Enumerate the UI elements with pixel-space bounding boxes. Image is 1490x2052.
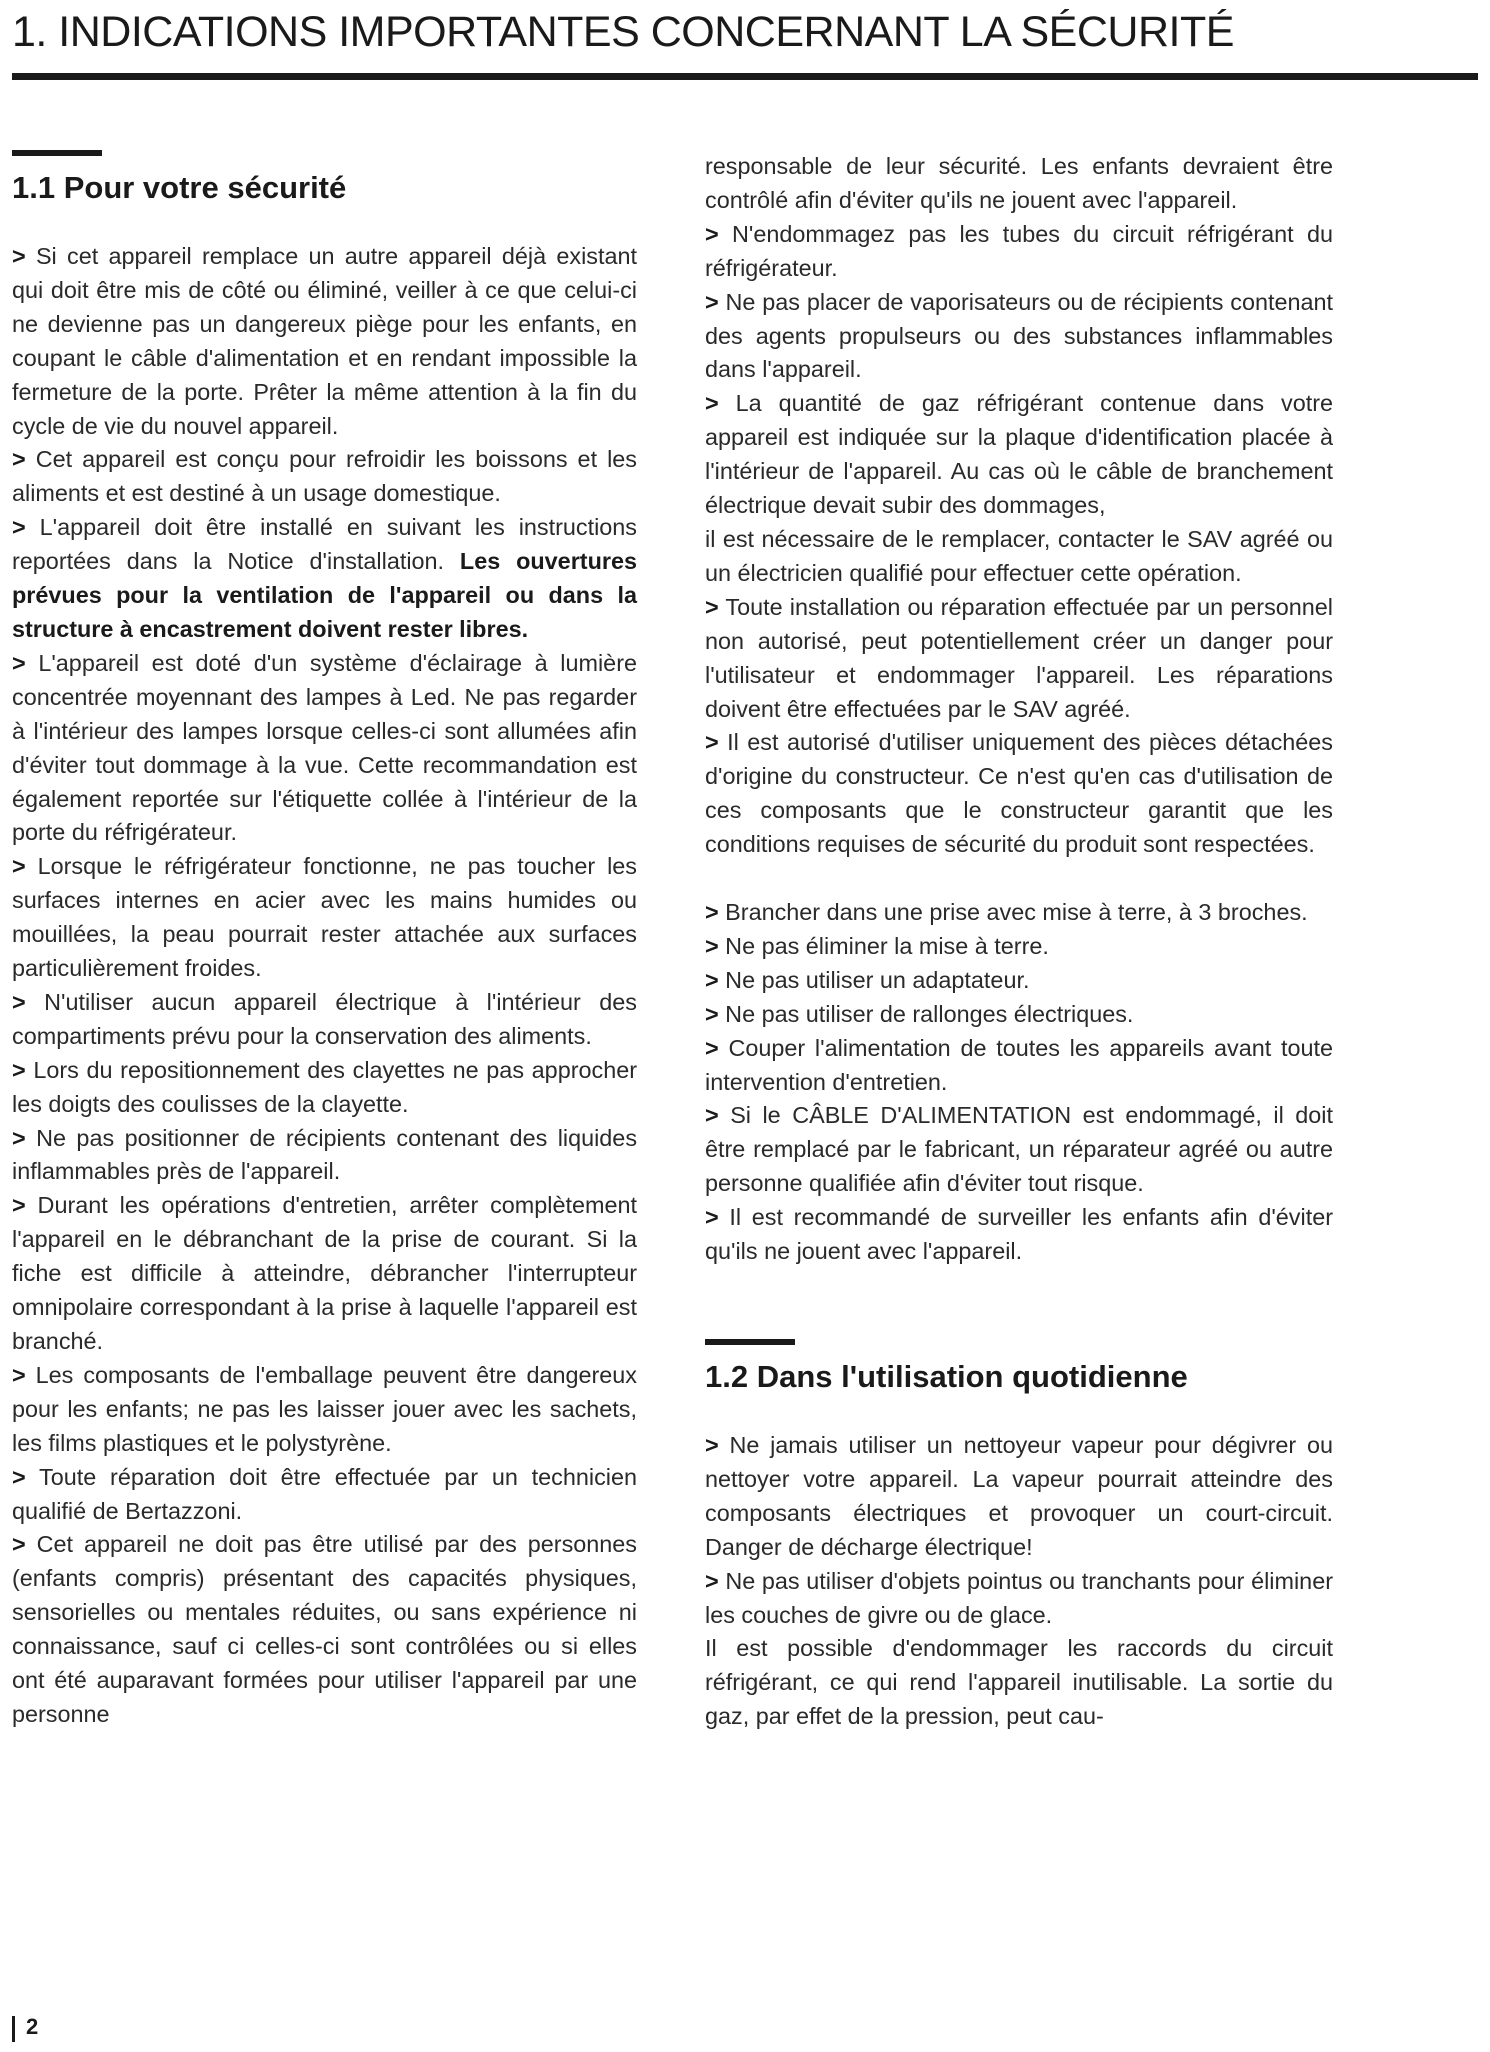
- electrical-item: [705, 1099, 1333, 1201]
- electrical-item: [705, 896, 1333, 930]
- paragraph-text: L'appareil doit être installé en suivant les instructions reportées dans la Notice d'installation.: [12, 514, 637, 575]
- bullet-marker: >: [705, 1000, 719, 1027]
- paragraph: [705, 286, 1333, 388]
- page-number: 2: [12, 2014, 38, 2040]
- paragraph-text: Si cet appareil remplace un autre appareil déjà existant qui doit être mis de côté ou éliminé, veiller à ce que celui-ci ne devienne pas un dangereux piège pour les enfants, en coupant le câble d'alimentation et en rendant impossible la fermeture de la porte. Prêter la même attention à la fin du cycle de vie du nouvel appareil.: [12, 243, 637, 439]
- paragraph-continuation: responsable de leur sécurité. Les enfants devraient être contrôlé afin d'éviter qu'ils ne jouent avec l'appareil.: [705, 153, 1333, 213]
- electrical-item: [705, 1201, 1333, 1269]
- bullet-marker: >: [12, 1124, 26, 1151]
- bullet-marker: >: [705, 1204, 719, 1231]
- paragraph-text: Brancher dans une prise avec mise à terre, à 3 broches.: [725, 899, 1308, 926]
- bullet-marker: >: [12, 1531, 26, 1558]
- spacer: [705, 862, 1333, 896]
- paragraph-text: Ne pas utiliser d'objets pointus ou tranchants pour éliminer les couches de givre ou de glace.: [705, 1567, 1333, 1628]
- bold-statement: Les ouvertures prévues pour la ventilation de l'appareil ou dans la structure à encastrement doivent rester libres.: [12, 548, 637, 642]
- paragraph: [705, 1565, 1333, 1633]
- paragraph-text: Si le CÂBLE D'ALIMENTATION est endommagé, il doit être remplacé par le fabricant, un réparateur agréé ou autre personne qualifiée afin d'éviter tout risque.: [705, 1102, 1333, 1197]
- bullet-marker: >: [12, 988, 26, 1015]
- paragraph: [12, 1528, 637, 1731]
- paragraph-text: L'appareil est doté d'un système d'éclairage à lumière concentrée moyennant des lampes à Led. Ne pas regarder à l'intérieur des lampes lorsque celles-ci sont allumées afin d'éviter tout dommage à la vue. Cette recommandation est également reportée sur l'étiquette collée à l'intérieur de la porte du réfrigérateur.: [12, 649, 637, 846]
- electrical-item: [705, 1032, 1333, 1100]
- paragraph: [705, 726, 1333, 862]
- paragraph-text: Cet appareil ne doit pas être utilisé par des personnes (enfants compris) présentant des capacités physiques, sensorielles ou mentales réduites, ou sans expérience ni connaissance, sauf ci celles-ci sont contrôlées ou si elles ont été auparavant formées pour utiliser l'appareil par une personne: [12, 1531, 638, 1727]
- electrical-item: [705, 964, 1333, 998]
- bullet-marker: >: [12, 446, 26, 473]
- paragraph: [705, 218, 1333, 286]
- paragraph-text: Les composants de l'emballage peuvent être dangereux pour les enfants; ne pas les laisser jouer avec les sachets, les films plastiques et le polystyrène.: [12, 1361, 637, 1456]
- paragraph-sav: il est nécessaire de le remplacer, contacter le SAV agréé ou un électricien qualifié pour effectuer cette opération.: [705, 525, 1333, 586]
- bullet-marker: >: [12, 1361, 26, 1388]
- bullet-marker: >: [705, 1102, 719, 1129]
- bullet-marker: >: [12, 853, 26, 880]
- bullet-marker: >: [12, 1192, 26, 1219]
- paragraph-text: Ne pas utiliser de rallonges électriques.: [725, 1000, 1134, 1027]
- paragraph: [12, 647, 637, 850]
- bullet-marker: >: [12, 1463, 26, 1490]
- paragraph-text: Il est autorisé d'utiliser uniquement des pièces détachées d'origine du constructeur. Ce n'est qu'en cas d'utilisation de ces composants que le constructeur garantit que les conditions requises de sécurité du produit sont respectées.: [705, 729, 1334, 858]
- left-column: [12, 150, 637, 1732]
- paragraph: [705, 1429, 1333, 1565]
- paragraph: [12, 850, 637, 986]
- paragraph-text: Toute installation ou réparation effectuée par un personnel non autorisé, peut potentiellement créer un danger pour l'utilisateur et endommager l'appareil. Les réparations doivent être effectuées par le SAV agréé.: [705, 593, 1334, 722]
- bullet-marker: >: [12, 514, 26, 541]
- paragraph-text: Durant les opérations d'entretien, arrêter complètement l'appareil en le débranchant de la prise de courant. Si la fiche est difficile à atteindre, débrancher l'interrupteur omnipolaire correspondant à la prise à laquelle l'appareil est branché.: [12, 1192, 638, 1354]
- bullet-marker: >: [705, 966, 719, 993]
- electrical-item: [705, 930, 1333, 964]
- paragraph: [12, 1189, 637, 1359]
- paragraph-text: Ne pas utiliser un adaptateur.: [725, 966, 1030, 993]
- bullet-marker: >: [12, 1056, 26, 1083]
- bullet-marker: >: [705, 729, 719, 756]
- paragraph: [12, 1359, 637, 1461]
- bullet-marker: >: [705, 932, 719, 959]
- bullet-marker: >: [705, 593, 719, 620]
- spacer: [705, 1269, 1333, 1339]
- paragraph-text: Toute réparation doit être effectuée par un technicien qualifié de Bertazzoni.: [12, 1463, 637, 1524]
- bullet-marker: >: [705, 1034, 719, 1061]
- section-title-1-1: 1.1 Pour votre sécurité: [12, 150, 637, 206]
- paragraph-text: N'utiliser aucun appareil électrique à l'intérieur des compartiments prévu pour la conservation des aliments.: [12, 988, 637, 1049]
- bullet-marker: >: [705, 220, 719, 247]
- paragraph-text: N'endommagez pas les tubes du circuit réfrigérant du réfrigérateur.: [705, 220, 1333, 281]
- page-title: 1. INDICATIONS IMPORTANTES CONCERNANT LA SÉCURITÉ: [12, 8, 1234, 56]
- paragraph-text: La quantité de gaz réfrigérant contenue dans votre appareil est indiquée sur la plaque d'identification placée à l'intérieur de l'appareil. Au cas où le câble de branchement électrique devait subir des dommages,: [705, 390, 1334, 519]
- paragraph: [705, 591, 1333, 727]
- paragraph: [705, 387, 1333, 523]
- page-header: [12, 0, 1482, 90]
- bullet-marker: >: [12, 649, 26, 676]
- paragraph: [12, 1122, 637, 1190]
- bullet-marker: >: [705, 390, 719, 417]
- bullet-marker: >: [705, 899, 719, 926]
- bullet-marker: >: [12, 243, 26, 269]
- paragraph-followup: Il est possible d'endommager les raccords du circuit réfrigérant, ce qui rend l'appareil inutilisable. La sortie du gaz, par effet de la pression, peut cau-: [705, 1635, 1333, 1730]
- paragraph-text: Il est recommandé de surveiller les enfants afin d'éviter qu'ils ne jouent avec l'appareil.: [705, 1204, 1333, 1265]
- paragraph-text: Ne pas positionner de récipients contenant des liquides inflammables près de l'appareil.: [12, 1124, 638, 1185]
- paragraph-text: Cet appareil est conçu pour refroidir les boissons et les aliments et est destiné à un usage domestique.: [12, 446, 638, 507]
- paragraph-text: Couper l'alimentation de toutes les appareils avant toute intervention d'entretien.: [705, 1034, 1334, 1095]
- paragraph: [12, 1054, 637, 1122]
- paragraph: [12, 511, 637, 647]
- bullet-marker: >: [705, 1432, 719, 1458]
- paragraph-text: Ne jamais utiliser un nettoyeur vapeur pour dégivrer ou nettoyer votre appareil. La vapeur pourrait atteindre des composants électriques et provoquer un court-circuit. Danger de décharge électrique!: [705, 1432, 1333, 1560]
- paragraph-text: Ne pas éliminer la mise à terre.: [725, 932, 1049, 959]
- bullet-marker: >: [705, 1567, 719, 1594]
- header-rule: [12, 73, 1478, 80]
- paragraph-text: Lors du repositionnement des clayettes ne pas approcher les doigts des coulisses de la clayette.: [12, 1056, 638, 1117]
- paragraph: [12, 1461, 637, 1529]
- right-column: [705, 150, 1333, 1734]
- paragraph-text: Lorsque le réfrigérateur fonctionne, ne pas toucher les surfaces internes en acier avec les mains humides ou mouillées, la peau pourrait rester attachée aux surfaces particulièrement froides.: [12, 853, 638, 982]
- paragraph-text: Ne pas placer de vaporisateurs ou de récipients contenant des agents propulseurs ou des substances inflammables dans l'appareil.: [705, 288, 1333, 383]
- paragraph: [12, 986, 637, 1054]
- section-title-1-2: 1.2 Dans l'utilisation quotidienne: [705, 1339, 1333, 1395]
- bullet-marker: >: [705, 288, 719, 315]
- paragraph: [12, 240, 637, 443]
- paragraph: [12, 443, 637, 511]
- electrical-item: [705, 998, 1333, 1032]
